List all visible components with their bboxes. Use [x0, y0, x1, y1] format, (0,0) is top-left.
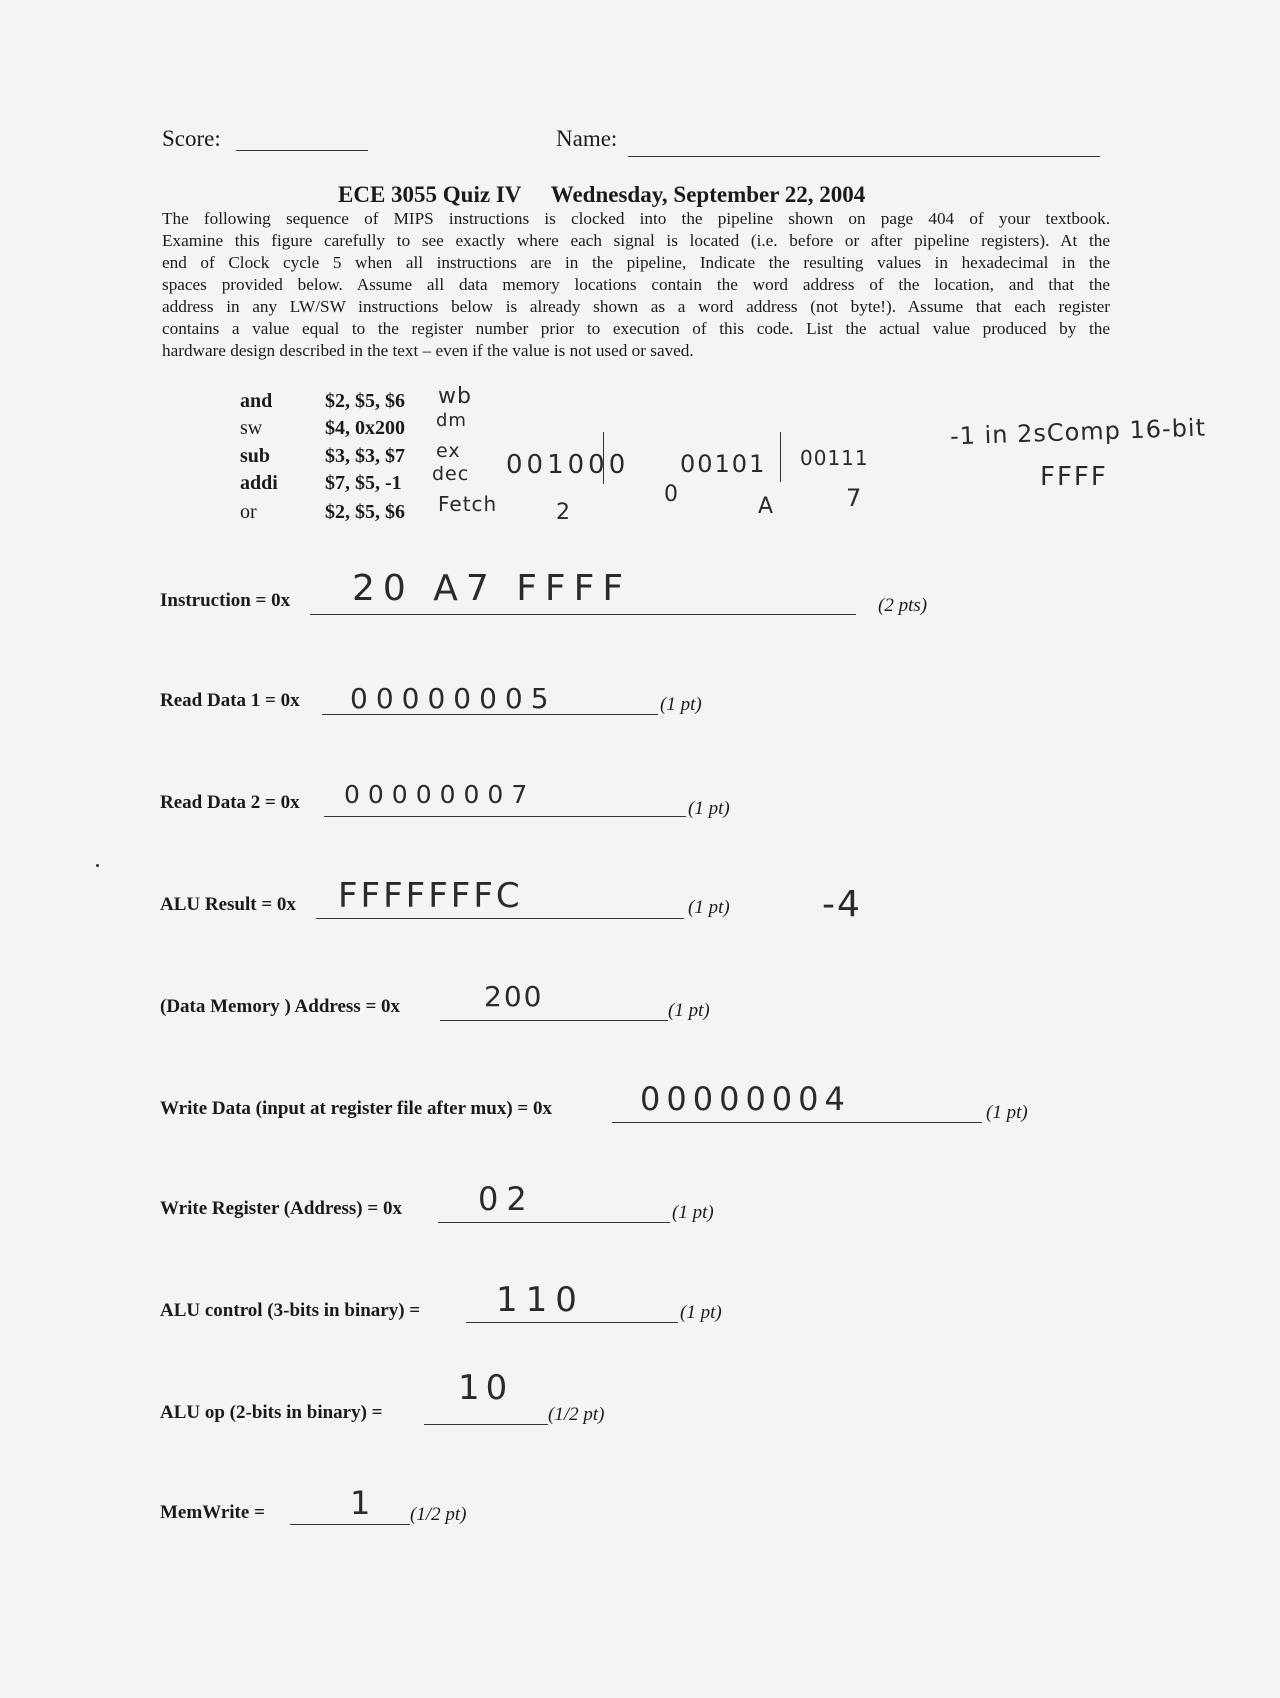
quiz-title-text: ECE 3055 Quiz IV [338, 182, 521, 207]
quiz-date: Wednesday, September 22, 2004 [550, 182, 866, 207]
answer-line-alu-result [316, 918, 684, 919]
question-alu-result-label: ALU Result = 0x [160, 894, 296, 915]
stage-note: wb [438, 384, 472, 409]
answer-line-alu-op [424, 1424, 548, 1425]
stage-note: Fetch [438, 492, 498, 516]
side-note-ffff: FFFF [1040, 462, 1108, 492]
field-divider [780, 432, 781, 482]
score-label: Score: [162, 126, 221, 151]
question-write-data-label: Write Data (input at register file after mux) = 0x [160, 1098, 552, 1119]
binary-field-rs: 00101 [680, 450, 767, 478]
name-line [628, 156, 1100, 157]
points-alu-control: (1 pt) [680, 1302, 722, 1323]
question-read-data-1-label: Read Data 1 = 0x [160, 690, 300, 711]
hex-digit: 7 [846, 484, 866, 512]
answer-write-register: 02 [478, 1180, 535, 1218]
code-op: and [240, 390, 273, 412]
alu-result-decimal-note: -4 [822, 884, 862, 925]
answer-memwrite: 1 [350, 1484, 375, 1522]
answer-line-alu-control [466, 1322, 678, 1323]
binary-field-rt: 00111 [800, 446, 869, 470]
code-args: $7, $5, -1 [325, 472, 402, 494]
points-memwrite: (1/2 pt) [410, 1504, 467, 1525]
answer-alu-result: FFFFFFFC [338, 876, 523, 916]
quiz-title [338, 182, 865, 208]
score-line [236, 150, 368, 151]
answer-write-data: 00000004 [640, 1080, 851, 1118]
answer-alu-control: 110 [496, 1280, 585, 1320]
points-write-data: (1 pt) [986, 1102, 1028, 1123]
code-op: sw [240, 417, 263, 439]
points-instruction: (2 pts) [878, 595, 928, 616]
points-read-data-2: (1 pt) [688, 798, 730, 819]
intro-line: end of Clock cycle 5 when all instructions are in the pipeline, Indicate the resulting values in hexadecimal in the [162, 253, 1110, 272]
hex-digit: 0 [664, 482, 682, 507]
question-read-data-2-label: Read Data 2 = 0x [160, 792, 300, 813]
code-args: $3, $3, $7 [325, 445, 405, 467]
hex-digit: A [758, 494, 778, 519]
code-args: $4, 0x200 [325, 417, 405, 439]
intro-line: The following sequence of MIPS instructions is clocked into the pipeline shown on page 404 of your textbook. [162, 209, 1110, 228]
intro-line: contains a value equal to the register number prior to execution of this code. List the actual value produced by the [162, 319, 1110, 338]
code-line [240, 472, 402, 495]
question-memwrite-label: MemWrite = [160, 1502, 265, 1523]
points-read-data-1: (1 pt) [660, 694, 702, 715]
question-instruction-label: Instruction = 0x [160, 590, 291, 611]
points-alu-op: (1/2 pt) [548, 1404, 605, 1425]
intro-line: spaces provided below. Assume all data memory locations contain the word address of the location, and that the [162, 275, 1110, 294]
code-line [240, 501, 405, 524]
code-op: addi [240, 472, 278, 494]
name-label: Name: [556, 126, 618, 151]
intro-line: address in any LW/SW instructions below is already shown as a word address (not byte!). Assume that each register [162, 297, 1110, 316]
code-op: or [240, 501, 257, 523]
answer-line-write-register [438, 1222, 670, 1223]
answer-line-data-memory-address [440, 1020, 668, 1021]
stage-note: ex [436, 440, 461, 462]
answer-line-instruction [310, 614, 856, 615]
binary-field-opcode: 001000 [506, 450, 630, 480]
answer-read-data-2: 00000007 [344, 780, 536, 809]
stage-note: dm [436, 410, 467, 431]
answer-line-memwrite [290, 1524, 410, 1525]
answer-data-memory-address: 200 [484, 980, 544, 1013]
code-args: $2, $5, $6 [325, 390, 405, 412]
points-data-memory-address: (1 pt) [668, 1000, 710, 1021]
points-alu-result: (1 pt) [688, 897, 730, 918]
question-data-memory-address-label: (Data Memory ) Address = 0x [160, 996, 401, 1017]
question-alu-op-label: ALU op (2-bits in binary) = [160, 1402, 383, 1423]
code-line [240, 390, 405, 413]
points-write-register: (1 pt) [672, 1202, 714, 1223]
answer-line-read-data-2 [324, 816, 686, 817]
intro-paragraph [162, 208, 1110, 362]
answer-read-data-1: 00000005 [350, 682, 557, 715]
side-note-twos-complement: -1 in 2sComp 16-bit [949, 413, 1207, 451]
intro-line: Examine this figure carefully to see exactly where each signal is located (i.e. before or after pipeline registers). At the [162, 231, 1110, 250]
answer-instruction: 20 A7 FFFF [352, 568, 632, 609]
hex-digit: 2 [556, 500, 574, 525]
question-write-register-label: Write Register (Address) = 0x [160, 1198, 402, 1219]
stray-mark [96, 864, 99, 867]
stage-note: dec [432, 463, 470, 485]
code-args: $2, $5, $6 [325, 501, 405, 523]
code-op: sub [240, 445, 271, 467]
code-line [240, 445, 405, 468]
question-alu-control-label: ALU control (3-bits in binary) = [160, 1300, 421, 1321]
answer-alu-op: 10 [458, 1368, 514, 1408]
code-line [240, 417, 405, 440]
answer-line-write-data [612, 1122, 982, 1123]
intro-line: hardware design described in the text – even if the value is not used or saved. [162, 341, 694, 360]
field-divider [603, 432, 604, 484]
